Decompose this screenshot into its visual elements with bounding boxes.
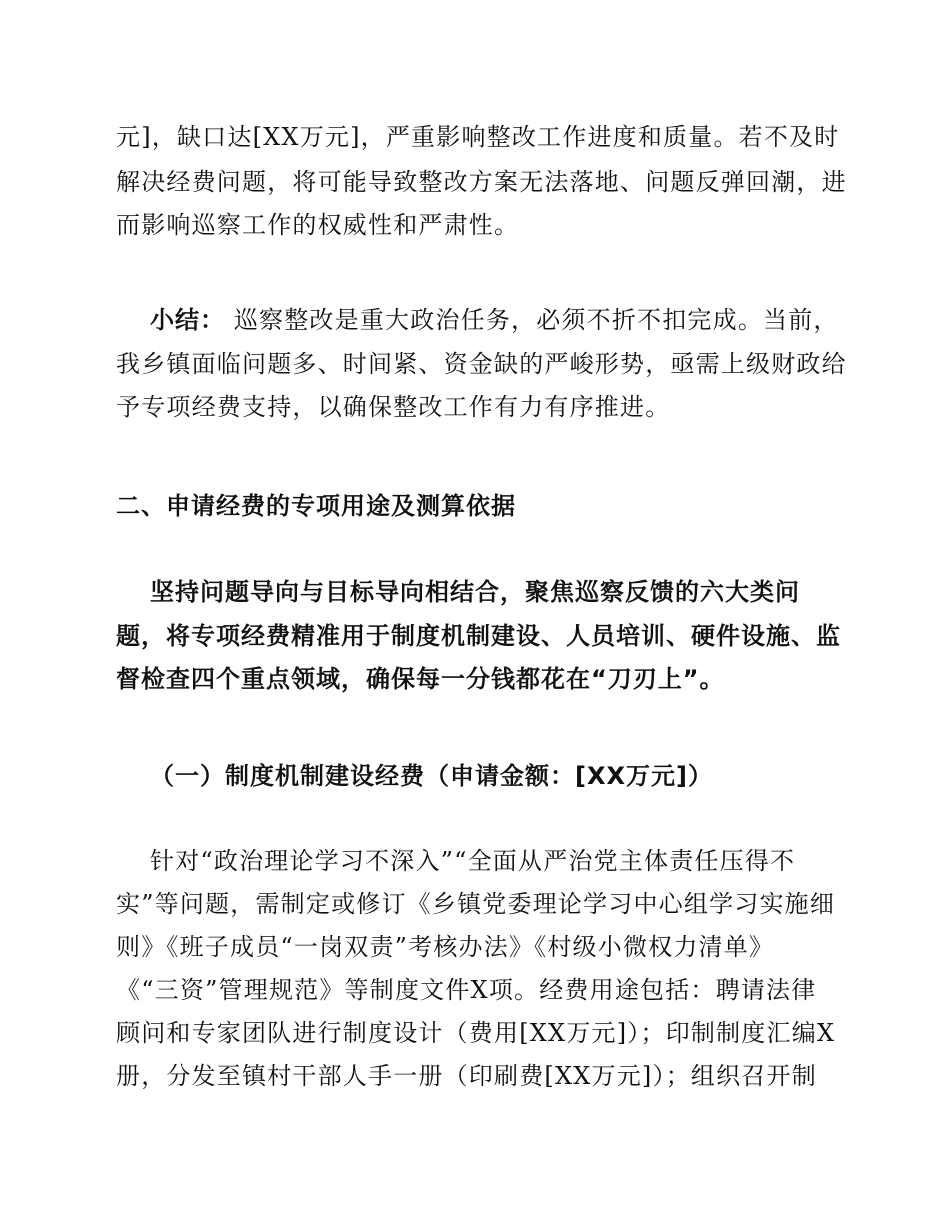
summary-line: 我乡镇面临问题多、时间紧、资金缺的严峻形势，亟需上级财政给 (116, 350, 847, 378)
summary-line: 予专项经费支持，以确保整改工作有力有序推进。 (116, 393, 671, 421)
paragraph-line: 解决经费问题，将可能导致整改方案无法落地、问题反弹回潮，进 (116, 168, 847, 196)
body-line: 实”等问题，需制定或修订《乡镇党委理论学习中心组学习实施细 (116, 890, 836, 918)
summary-line (150, 305, 890, 335)
body-line: 顾问和专家团队进行制度设计（费用[XX万元]）；印制制度汇编X (116, 1019, 836, 1047)
section-intro-line: 坚持问题导向与目标导向相结合，聚焦巡察反馈的六大类问 (150, 578, 800, 606)
body-line: 针对“政治理论学习不深入”“全面从严治党主体责任压得不 (150, 847, 796, 875)
body-line: 《“三资”管理规范》等制度文件X项。经费用途包括：聘请法律 (116, 976, 817, 1004)
section-heading: 二、申请经费的专项用途及测算依据 (116, 492, 516, 520)
subsection-heading: （一）制度机制建设经费（申请金额：[XX万元]） (150, 762, 713, 790)
section-intro-line: 题，将专项经费精准用于制度机制建设、人员培训、硬件设施、监 (116, 622, 841, 650)
summary-label: 小结： (150, 306, 225, 334)
paragraph-line: 而影响巡察工作的权威性和严肃性。 (116, 211, 520, 239)
section-intro-line: 督检查四个重点领域，确保每一分钱都花在“刀刃上”。 (116, 665, 725, 693)
paragraph-line: 元]，缺口达[XX万元]，严重影响整改工作进度和质量。若不及时 (116, 123, 840, 151)
body-line: 则》《班子成员“一岗双责”考核办法》《村级小微权力清单》 (116, 933, 775, 961)
body-line: 册，分发至镇村干部人手一册（印刷费[XX万元]）；组织召开制 (116, 1062, 817, 1090)
summary-text: 巡察整改是重大政治任务，必须不折不扣完成。当前， (225, 306, 839, 334)
